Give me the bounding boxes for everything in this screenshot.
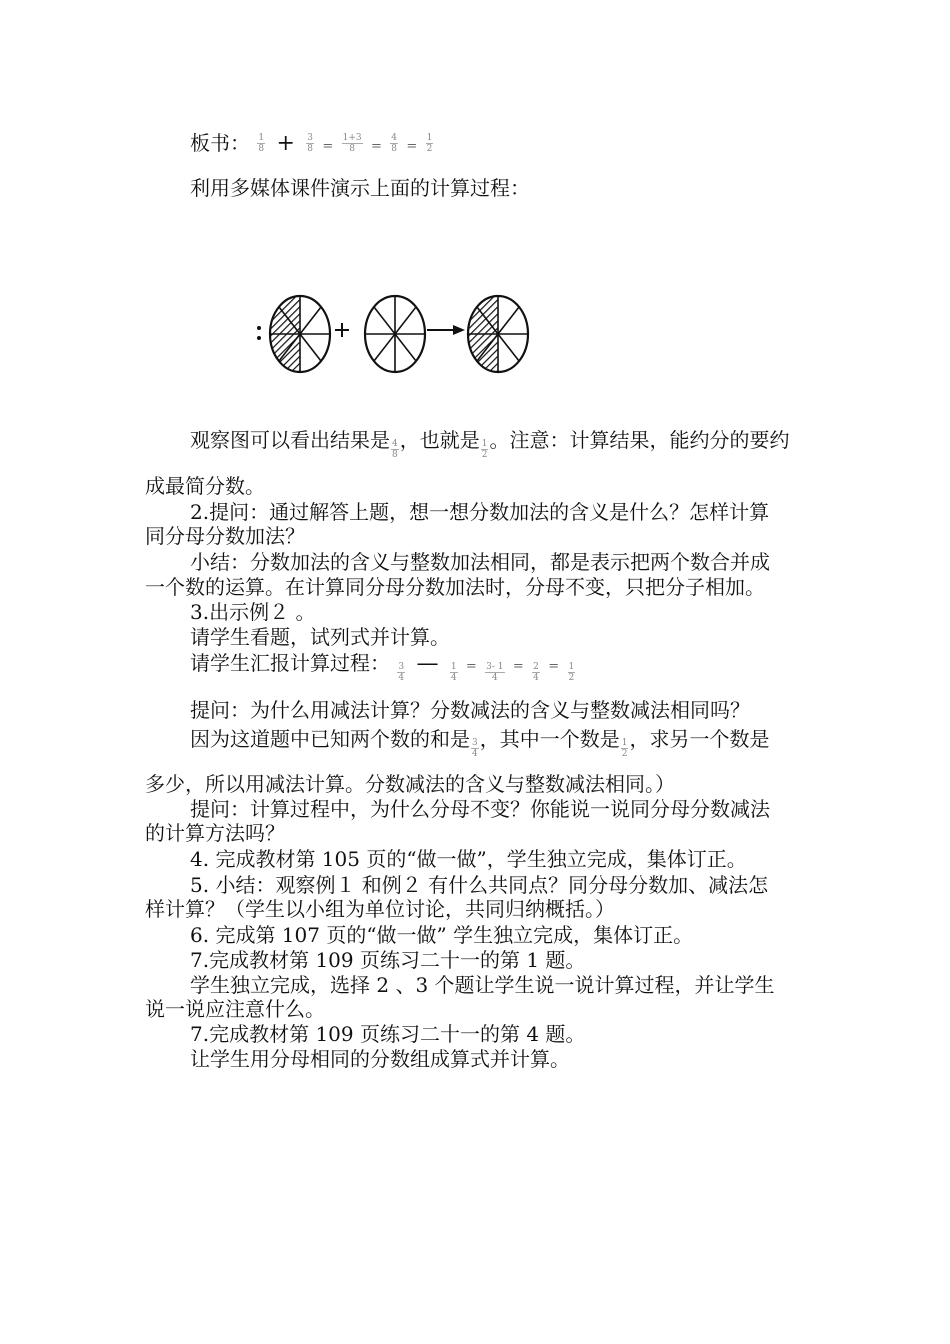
equals-sign: =: [322, 139, 334, 154]
fraction: $\frac{4}{8}$: [392, 439, 398, 460]
pie-result: [468, 296, 528, 372]
fraction: $\frac{3}{8}$: [307, 133, 313, 154]
because-text: ，其中一个数是: [479, 727, 620, 751]
item-7-detail: 学生独立完成，选择 2 、3 个题让学生说一说计算过程，并让学生: [190, 973, 775, 997]
plus-sign: [335, 323, 349, 337]
item-4: 4. 完成教材第 105 页的“做一做”，学生独立完成，集体订正。: [190, 847, 747, 871]
observe-text: 观察图可以看出结果是: [190, 428, 390, 452]
fraction: $\frac{1}{2}$: [426, 133, 433, 154]
example-2: 3.出示例２ 。: [190, 600, 316, 624]
report-label: 请学生汇报计算过程：: [190, 651, 390, 675]
question-2: 2.提问：通过解答上题，想一想分数加法的含义是什么？怎样计算: [190, 500, 770, 524]
fraction: $\frac{2}{4}$: [533, 662, 539, 683]
board-line: [190, 131, 434, 159]
because-line-2: 多少，所以用减法计算。分数减法的含义与整数减法相同。）: [145, 772, 675, 796]
fraction: $\frac{1}{2}$: [568, 662, 575, 683]
demo-line: 利用多媒体课件演示上面的计算过程：: [190, 176, 530, 200]
item-5: 5. 小结：观察例１ 和例２ 有什么共同点？同分母分数加、减法怎: [190, 873, 769, 897]
plus-sign: +: [276, 131, 295, 156]
observe-line: [190, 428, 790, 460]
equals-sign: =: [512, 659, 524, 674]
fraction: $\frac{1}{4}$: [450, 662, 457, 683]
fraction: $\frac{3}{4}$: [398, 662, 405, 683]
ask-2: 提问：计算过程中，为什么分母不变？你能说一说同分母分数减法: [190, 797, 770, 821]
read-task: 请学生看题，试列式并计算。: [190, 625, 450, 649]
fraction-pie-figure: [255, 292, 545, 376]
item-7-detail-cont: 说一说应注意什么。: [145, 997, 325, 1021]
because-text: 因为这道题中已知两个数的和是: [190, 727, 470, 751]
equals-sign: =: [370, 139, 382, 154]
fraction: $\frac{1+3}{8}$: [342, 133, 362, 154]
pie-one-eighth: [270, 296, 330, 372]
summary-1: 小结：分数加法的含义与整数加法相同，都是表示把两个数合并成: [190, 550, 770, 574]
item-6: 6. 完成第 107 页的“做一做” 学生独立完成，集体订正。: [190, 923, 694, 947]
observe-text: 。注意：计算结果，能约分的要约: [489, 428, 790, 452]
fraction: $\frac{1}{8}$: [258, 133, 265, 154]
board-label: 板书：: [190, 131, 250, 155]
pie-three-eighths: [365, 296, 425, 372]
item-7: 7.完成教材第 109 页练习二十一的第 1 题。: [190, 948, 586, 972]
fraction: $\frac{1}{2}$: [621, 738, 628, 759]
equals-sign: =: [548, 659, 560, 674]
because-line: [190, 727, 770, 759]
because-text: ，求另一个数是: [629, 727, 770, 751]
fraction: $\frac{1}{2}$: [481, 439, 488, 460]
item-7b-detail: 让学生用分母相同的分数组成算式并计算。: [190, 1047, 570, 1071]
observe-text: ，也就是: [399, 428, 480, 452]
arrow-icon: [427, 325, 465, 335]
minus-sign: —: [416, 651, 439, 676]
observe-line-2: 成最简分数。: [145, 474, 265, 498]
ask-2-cont: 的计算方法吗？: [145, 821, 285, 845]
equals-sign: =: [406, 139, 418, 154]
fraction: $\frac{4}{8}$: [391, 133, 397, 154]
equals-sign: =: [465, 659, 477, 674]
fraction: $\frac{3- 1}{4}$: [486, 662, 504, 683]
item-7b: 7.完成教材第 109 页练习二十一的第 4 题。: [190, 1022, 586, 1046]
summary-2: 一个数的运算。在计算同分母分数加法时，分母不变，只把分子相加。: [145, 575, 765, 599]
colon-mark: [257, 326, 261, 340]
fraction: $\frac{3}{4}$: [472, 738, 478, 759]
ask-1: 提问：为什么用减法计算？分数减法的含义与整数减法相同吗？: [190, 698, 750, 722]
report-line: [190, 651, 576, 683]
question-2-cont: 同分母分数加法？: [145, 524, 305, 548]
item-5-cont: 样计算？（学生以小组为单位讨论，共同归纳概括。）: [145, 897, 615, 921]
